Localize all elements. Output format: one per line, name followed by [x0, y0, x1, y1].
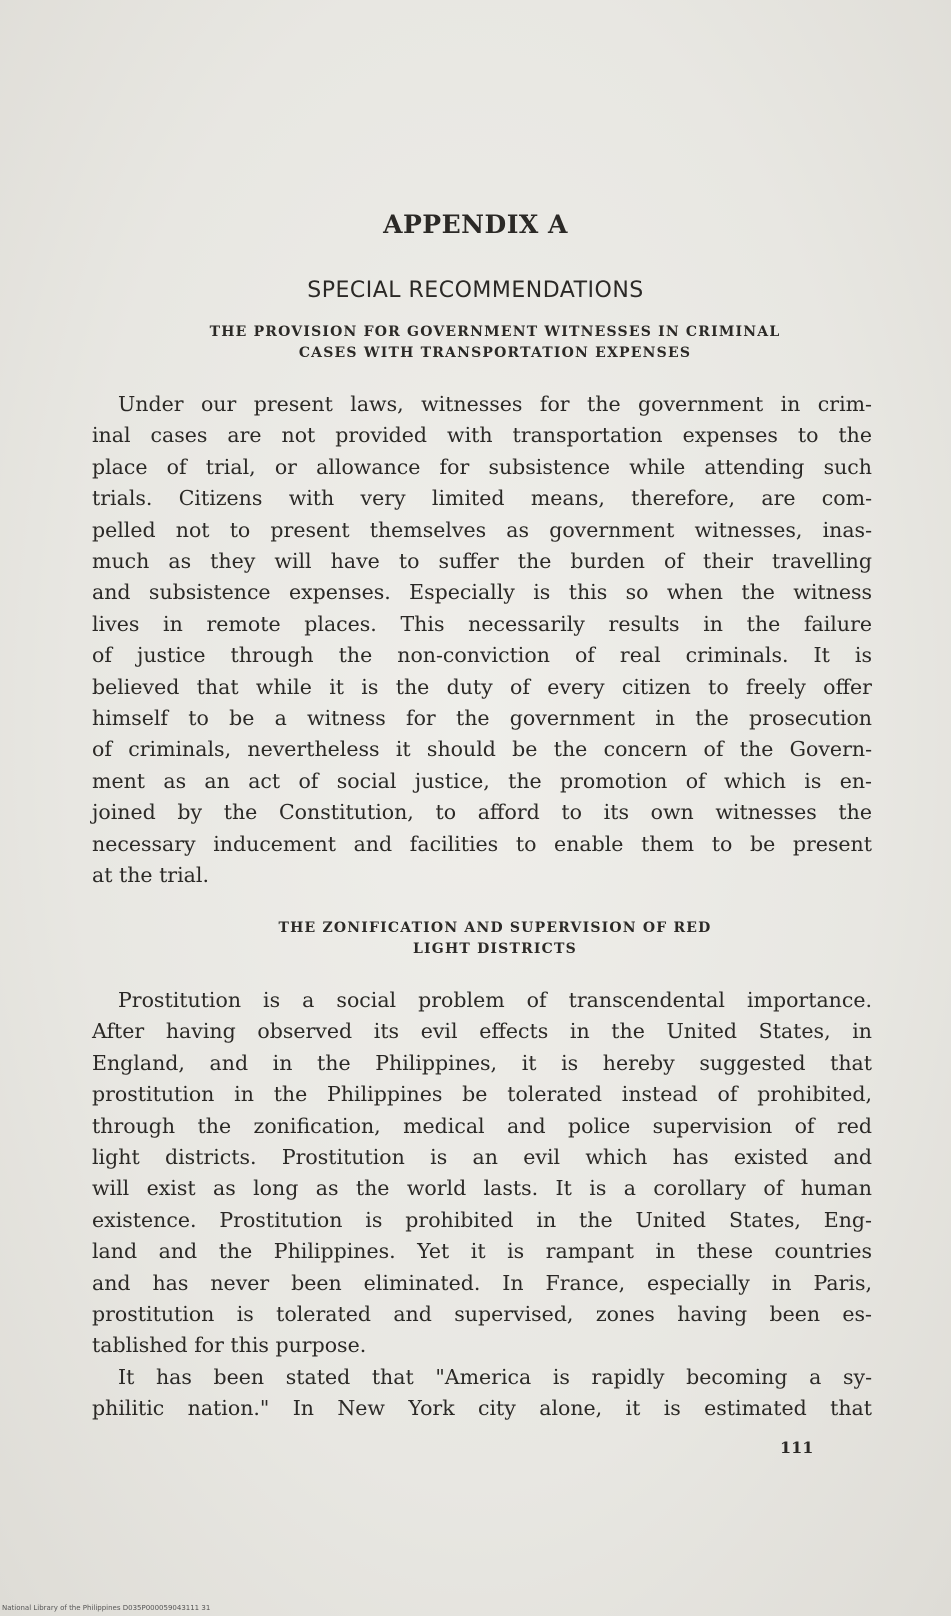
- paragraph-line: existence. Prostitution is prohibited in the United States, Eng-: [92, 1207, 872, 1232]
- paragraph-witnesses: [92, 389, 872, 892]
- paragraph-line: through the zonification, medical and police supervision of red: [92, 1113, 872, 1138]
- paragraph-line: lives in remote places. This necessarily results in the failure: [92, 611, 872, 636]
- heading-witnesses: [100, 322, 890, 364]
- paragraph-prostitution: [92, 985, 872, 1425]
- paragraph-line: Prostitution is a social problem of transcendental importance.: [118, 988, 872, 1012]
- section-title: SPECIAL RECOMMENDATIONS: [307, 278, 644, 303]
- paragraph-line: place of trial, or allowance for subsistence while attending such: [92, 454, 872, 479]
- paragraph-line: After having observed its evil effects in the United States, in: [92, 1019, 872, 1044]
- paragraph-line: of criminals, nevertheless it should be the concern of the Govern-: [92, 737, 872, 762]
- paragraph-line: tablished for this purpose.: [92, 1333, 367, 1358]
- paragraph-line: land and the Philippines. Yet it is rampant in these countries: [92, 1239, 872, 1264]
- paragraph-line: light districts. Prostitution is an evil which has existed and: [92, 1145, 872, 1170]
- paragraph-line: prostitution in the Philippines be tolerated instead of prohibited,: [92, 1082, 872, 1107]
- paragraph-line: and has never been eliminated. In France, especially in Paris,: [92, 1270, 872, 1295]
- heading-line: LIGHT DISTRICTS: [413, 941, 577, 957]
- paragraph-line: much as they will have to suffer the burden of their travelling: [92, 549, 872, 574]
- paragraph-line: It has been stated that "America is rapidly becoming a sy-: [118, 1364, 872, 1389]
- paragraph-line: will exist as long as the world lasts. It is a corollary of human: [92, 1176, 872, 1201]
- paragraph-line: believed that while it is the duty of every citizen to freely offer: [92, 674, 872, 699]
- paragraph-line: England, and in the Philippines, it is hereby suggested that: [92, 1050, 872, 1075]
- paragraph-line: and subsistence expenses. Especially is this so when the witness: [92, 580, 872, 605]
- paragraph-line: himself to be a witness for the government in the prosecution: [92, 706, 872, 731]
- paragraph-line: philitic nation." In New York city alone, it is estimated that: [92, 1396, 872, 1421]
- appendix-title: APPENDIX A: [383, 210, 568, 239]
- paragraph-line: at the trial.: [92, 863, 209, 888]
- paragraph-line: of justice through the non-conviction of real criminals. It is: [92, 643, 872, 668]
- heading-line: THE ZONIFICATION AND SUPERVISION OF RED: [278, 920, 712, 936]
- page-number: 111: [780, 1438, 814, 1457]
- footer-note: National Library of the Philippines D035P000059043111 31: [2, 1604, 211, 1612]
- paragraph-line: ment as an act of social justice, the promotion of which is en-: [92, 768, 872, 793]
- paragraph-line: pelled not to present themselves as government witnesses, inas-: [92, 517, 872, 542]
- paragraph-line: Under our present laws, witnesses for the government in crim-: [118, 392, 872, 416]
- heading-red-light: [100, 918, 890, 960]
- heading-line: CASES WITH TRANSPORTATION EXPENSES: [298, 345, 692, 361]
- paragraph-line: joined by the Constitution, to afford to its own witnesses the: [92, 800, 872, 825]
- heading-line: THE PROVISION FOR GOVERNMENT WITNESSES IN CRIMINAL: [209, 324, 781, 340]
- paragraph-line: trials. Citizens with very limited means, therefore, are com-: [92, 486, 872, 511]
- paragraph-line: inal cases are not provided with transportation expenses to the: [92, 423, 872, 448]
- paragraph-line: necessary inducement and facilities to enable them to be present: [92, 831, 872, 856]
- paragraph-line: prostitution is tolerated and supervised, zones having been es-: [92, 1302, 872, 1327]
